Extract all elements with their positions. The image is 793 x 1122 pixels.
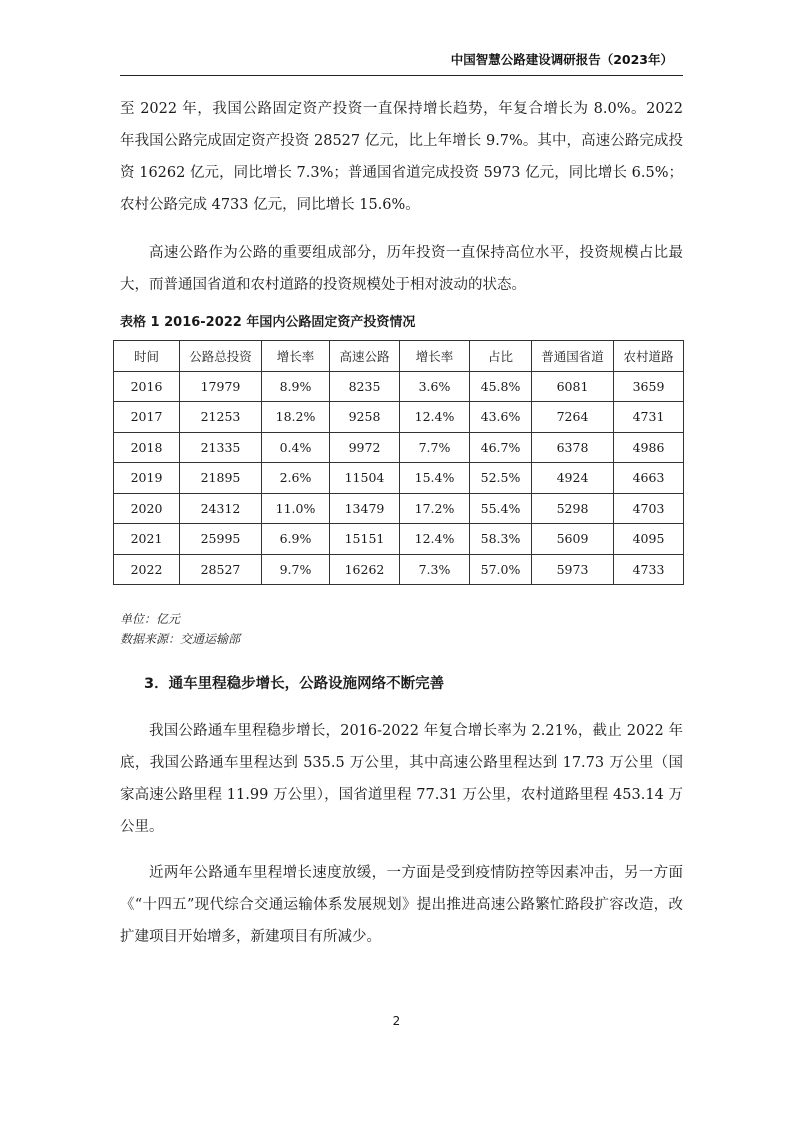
table-row xyxy=(114,432,684,463)
table-cell: 2021 xyxy=(114,524,180,555)
table-caption: 表格 1 2016-2022 年国内公路固定资产投资情况 xyxy=(120,315,416,330)
col-header-national-provincial: 普通国省道 xyxy=(532,341,614,372)
table-row xyxy=(114,493,684,524)
table-cell: 5298 xyxy=(532,493,614,524)
table-cell: 7264 xyxy=(532,402,614,433)
table-cell: 11.0% xyxy=(262,493,330,524)
table-cell: 9258 xyxy=(330,402,400,433)
table-cell: 12.4% xyxy=(400,402,470,433)
paragraph-mileage-slowdown: 近两年公路通车里程增长速度放缓，一方面是受到疫情防控等因素冲击，另一方面《“十四五”现代综合交通运输体系发展规划》提出推进高速公路繁忙路段扩容改造，改扩建项目开始增多，新建项目有所减少。 xyxy=(120,865,683,945)
col-header-total-investment: 公路总投资 xyxy=(180,341,262,372)
table-cell: 5609 xyxy=(532,524,614,555)
table-cell: 15.4% xyxy=(400,463,470,494)
table-cell: 25995 xyxy=(180,524,262,555)
section-heading: 3．通车里程稳步增长，公路设施网络不断完善 xyxy=(144,676,445,692)
table-cell: 4986 xyxy=(614,432,684,463)
table-cell: 43.6% xyxy=(470,402,532,433)
col-header-rural-road: 农村道路 xyxy=(614,341,684,372)
header-divider xyxy=(120,75,683,76)
table-cell: 0.4% xyxy=(262,432,330,463)
col-header-total-growth: 增长率 xyxy=(262,341,330,372)
table-cell: 3659 xyxy=(614,371,684,402)
table-cell: 17979 xyxy=(180,371,262,402)
investment-table xyxy=(113,340,684,585)
table-cell: 52.5% xyxy=(470,463,532,494)
table-row xyxy=(114,554,684,585)
table-cell: 21253 xyxy=(180,402,262,433)
table-cell: 4663 xyxy=(614,463,684,494)
table-cell: 57.0% xyxy=(470,554,532,585)
table-cell: 2018 xyxy=(114,432,180,463)
table-row xyxy=(114,463,684,494)
table-cell: 45.8% xyxy=(470,371,532,402)
table-cell: 8235 xyxy=(330,371,400,402)
table-cell: 17.2% xyxy=(400,493,470,524)
table-cell: 9.7% xyxy=(262,554,330,585)
paragraph-highway-share: 高速公路作为公路的重要组成部分，历年投资一直保持高位水平，投资规模占比最大，而普通国省道和农村道路的投资规模处于相对波动的状态。 xyxy=(120,245,683,293)
page-header-title: 中国智慧公路建设调研报告（2023年） xyxy=(450,52,673,67)
table-cell: 6081 xyxy=(532,371,614,402)
page-number: 2 xyxy=(392,1014,401,1028)
table-cell: 3.6% xyxy=(400,371,470,402)
table-cell: 4924 xyxy=(532,463,614,494)
table-cell: 4095 xyxy=(614,524,684,555)
table-cell: 11504 xyxy=(330,463,400,494)
table-cell: 7.7% xyxy=(400,432,470,463)
table-cell: 21895 xyxy=(180,463,262,494)
table-cell: 12.4% xyxy=(400,524,470,555)
col-header-year: 时间 xyxy=(114,341,180,372)
table-cell: 2019 xyxy=(114,463,180,494)
table-cell: 18.2% xyxy=(262,402,330,433)
source-note: 数据来源：交通运输部 xyxy=(120,632,241,646)
table-cell: 4731 xyxy=(614,402,684,433)
paragraph-mileage-growth: 我国公路通车里程稳步增长，2016-2022 年复合增长率为 2.21%，截止 2022 年底，我国公路通车里程达到 535.5 万公里，其中高速公路里程达到 17.73 万公里（国家高速公路里程 11.99 万公里），国省道里程 77.31 万公里，农村道路里程 453.14 万公里。 xyxy=(120,723,683,835)
table-cell: 46.7% xyxy=(470,432,532,463)
table-cell: 7.3% xyxy=(400,554,470,585)
table-cell: 5973 xyxy=(532,554,614,585)
unit-note: 单位：亿元 xyxy=(120,612,181,626)
table-cell: 2022 xyxy=(114,554,180,585)
table-row xyxy=(114,524,684,555)
col-header-expressway-growth: 增长率 xyxy=(400,341,470,372)
paragraph-investment-summary: 至 2022 年，我国公路固定资产投资一直保持增长趋势，年复合增长为 8.0%。2022 年我国公路完成固定资产投资 28527 亿元，比上年增长 9.7%。其中，高速公路完成投资 16262 亿元，同比增长 7.3%；普通国省道完成投资 5973 亿元，同比增长 6.5%；农村公路完成 4733 亿元，同比增长 15.6%。 xyxy=(120,101,683,213)
table-cell: 4703 xyxy=(614,493,684,524)
table-cell: 13479 xyxy=(330,493,400,524)
table-cell: 55.4% xyxy=(470,493,532,524)
col-header-share: 占比 xyxy=(470,341,532,372)
table-cell: 2016 xyxy=(114,371,180,402)
table-cell: 9972 xyxy=(330,432,400,463)
table-cell: 21335 xyxy=(180,432,262,463)
table-cell: 6.9% xyxy=(262,524,330,555)
table-cell: 2.6% xyxy=(262,463,330,494)
table-cell: 24312 xyxy=(180,493,262,524)
table-cell: 58.3% xyxy=(470,524,532,555)
table-row xyxy=(114,402,684,433)
table-cell: 16262 xyxy=(330,554,400,585)
table-cell: 28527 xyxy=(180,554,262,585)
table-row xyxy=(114,371,684,402)
table-cell: 15151 xyxy=(330,524,400,555)
table-cell: 4733 xyxy=(614,554,684,585)
table-cell: 8.9% xyxy=(262,371,330,402)
col-header-expressway: 高速公路 xyxy=(330,341,400,372)
table-cell: 2020 xyxy=(114,493,180,524)
table-cell: 2017 xyxy=(114,402,180,433)
table-header-row xyxy=(114,341,684,372)
table-cell: 6378 xyxy=(532,432,614,463)
